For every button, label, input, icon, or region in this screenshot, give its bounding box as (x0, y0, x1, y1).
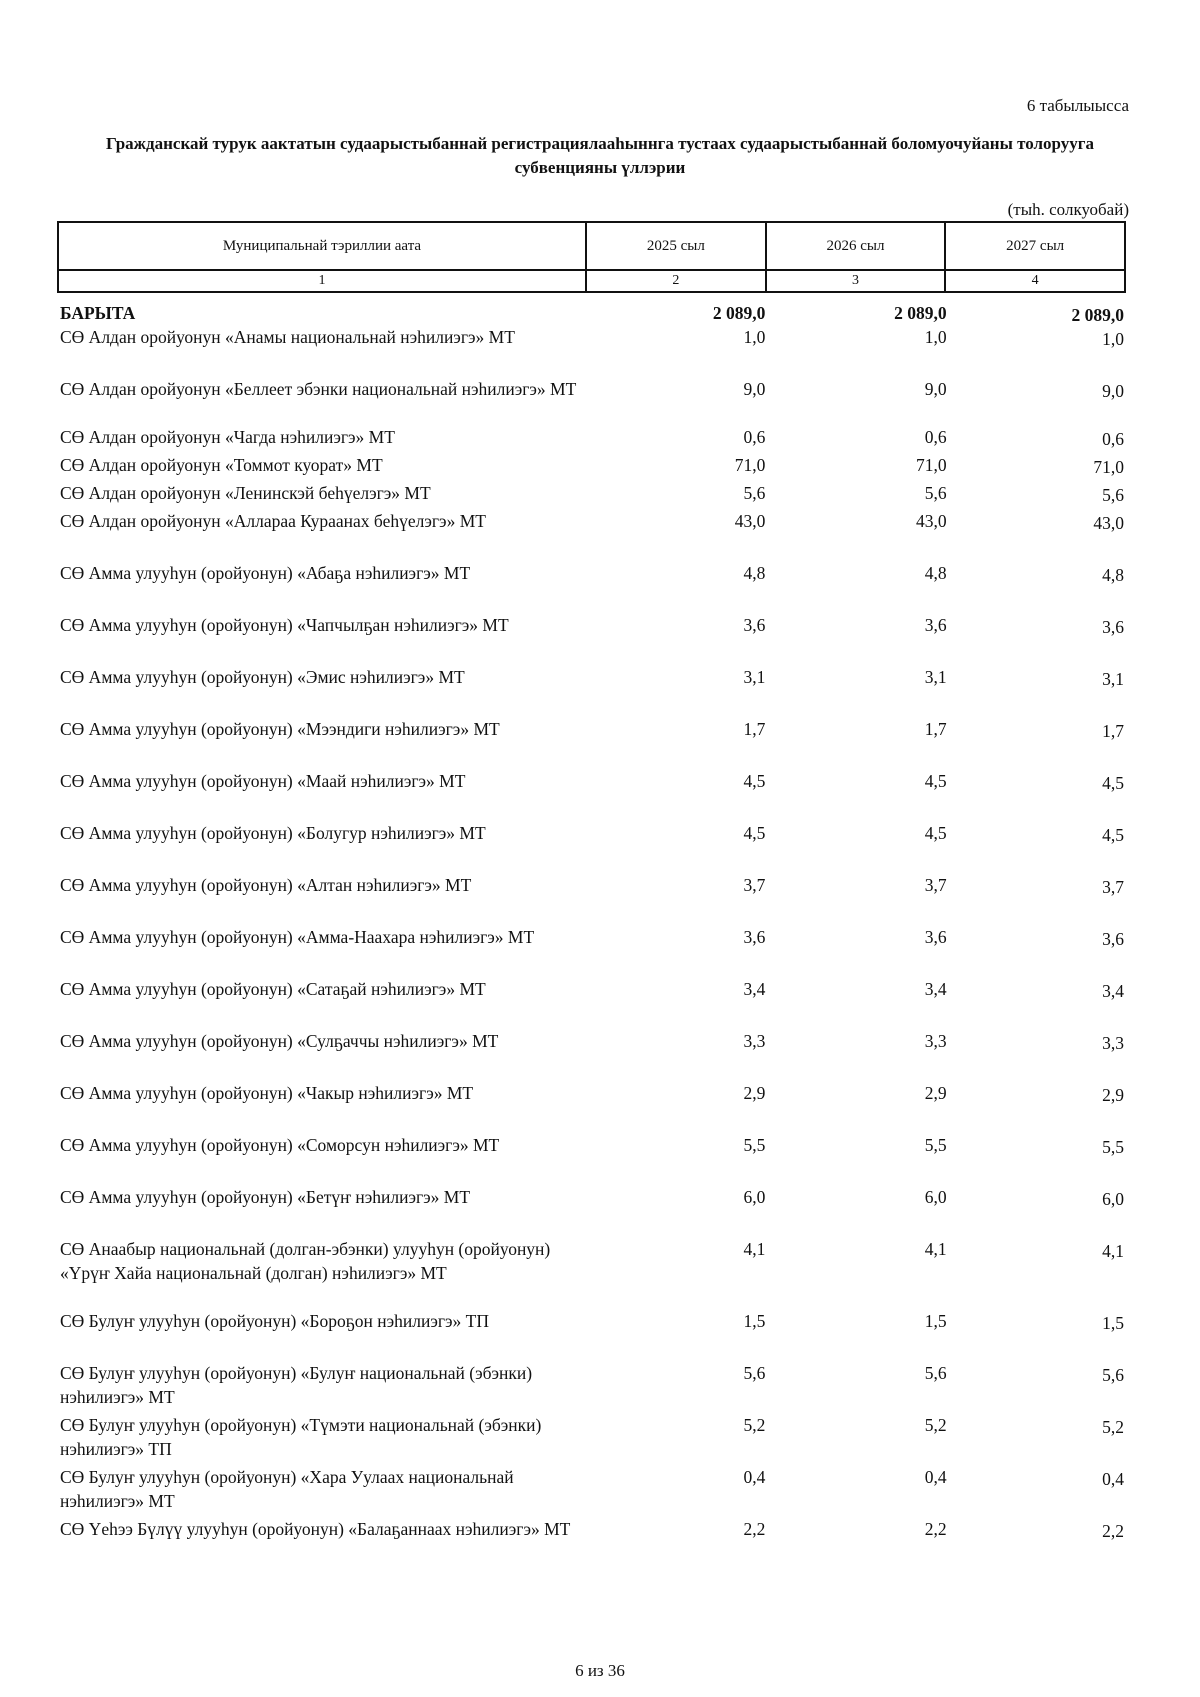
table-row (60, 821, 1126, 873)
header-num-3: 3 (766, 270, 946, 292)
row-2027: 0,6 (1102, 429, 1124, 449)
row-2026: 5,6 (924, 1363, 947, 1383)
row-2026: 2,2 (924, 1519, 947, 1539)
row-2025: 0,6 (743, 427, 766, 447)
table-row (60, 873, 1126, 925)
row-2025: 2,9 (743, 1083, 766, 1103)
row-2026: 1,5 (924, 1311, 947, 1331)
row-2026: 6,0 (924, 1187, 947, 1207)
row-2027: 4,5 (1102, 773, 1124, 793)
row-name: СӨ Алдан оройуонун «Ленинскэй беһүелэгэ» МТ (60, 483, 431, 503)
row-2025: 71,0 (734, 455, 766, 475)
row-2027: 71,0 (1093, 457, 1124, 477)
row-2025: 3,6 (743, 615, 766, 635)
row-2026: 5,5 (924, 1135, 947, 1155)
header-2027: 2027 сыл (945, 222, 1125, 270)
row-name: СӨ Амма улууһун (оройуонун) «Эмис нэһилиэгэ» МТ (60, 667, 465, 687)
row-name: СӨ Алдан оройуонун «Чагда нэһилиэгэ» МТ (60, 427, 395, 447)
table-row (60, 325, 1126, 377)
row-2027: 3,4 (1102, 981, 1124, 1001)
row-2026: 43,0 (916, 511, 947, 531)
table-row (60, 453, 1126, 481)
row-2027: 4,8 (1102, 565, 1124, 585)
row-name: СӨ Амма улууһун (оройуонун) «Алтан нэһилиэгэ» МТ (60, 875, 472, 895)
row-name: СӨ Амма улууһун (оройуонун) «Сулҕаччы нэһилиэгэ» МТ (60, 1031, 499, 1051)
row-2026: 4,5 (924, 823, 947, 843)
row-2026: 3,4 (924, 979, 947, 999)
header-2025: 2025 сыл (586, 222, 766, 270)
row-name: СӨ Амма улууһун (оройуонун) «Соморсун нэһилиэгэ» МТ (60, 1135, 500, 1155)
row-2026: 71,0 (916, 455, 947, 475)
table-row (60, 1309, 1126, 1361)
row-2026: 3,7 (924, 875, 947, 895)
row-2025: 5,2 (743, 1415, 766, 1435)
row-name: СӨ Үеһээ Бүлүү улууһун (оройуонун) «Балаҕаннаах нэһилиэгэ» МТ (60, 1519, 571, 1539)
total-label: БАРЫТА (60, 303, 136, 323)
row-2025: 4,8 (743, 563, 766, 583)
row-2025: 9,0 (743, 379, 766, 399)
row-2025: 6,0 (743, 1187, 766, 1207)
row-2027: 5,6 (1102, 485, 1124, 505)
row-2026: 5,6 (924, 483, 947, 503)
row-2027: 1,5 (1102, 1313, 1124, 1333)
row-name: СӨ Амма улууһун (оройуонун) «Бетүҥ нэһилиэгэ» МТ (60, 1187, 471, 1207)
row-2025: 5,5 (743, 1135, 766, 1155)
document-title: Гражданскай турук аактатын судаарыстыбаннай регистрациялааһыннга тустаах судаарыстыбаннай боломуочуйаны толорууга субвенцияны үллэрии (105, 134, 1094, 177)
table-row (60, 561, 1126, 613)
row-2026: 1,7 (924, 719, 947, 739)
table-row (60, 977, 1126, 1029)
row-2025: 43,0 (734, 511, 766, 531)
table-row (60, 1029, 1126, 1081)
row-name: СӨ Амма улууһун (оройуонун) «Сатаҕай нэһилиэгэ» МТ (60, 979, 486, 999)
appendix-label: 6 табылыысса (1026, 96, 1129, 115)
row-2025: 4,5 (743, 771, 766, 791)
row-name: СӨ Амма улууһун (оройуонун) «Болугур нэһилиэгэ» МТ (60, 823, 486, 843)
table-row (60, 1413, 1126, 1465)
row-name: СӨ Амма улууһун (оройуонун) «Чапчылҕан нэһилиэгэ» МТ (60, 615, 509, 635)
row-2025: 5,6 (743, 1363, 766, 1383)
table-row (60, 481, 1126, 509)
row-name: СӨ Амма улууһун (оройуонун) «Амма-Наахара нэһилиэгэ» МТ (60, 927, 535, 947)
row-name: СӨ Алдан оройуонун «Беллеет эбэнки национальнай нэһилиэгэ» МТ (60, 379, 577, 399)
header-2026: 2026 сыл (766, 222, 946, 270)
table-row (60, 1465, 1126, 1517)
header-num-2: 2 (586, 270, 766, 292)
total-2027: 2 089,0 (1071, 305, 1124, 325)
table-row (60, 425, 1126, 453)
row-name: СӨ Алдан оройуонун «Анамы национальнай нэһилиэгэ» МТ (60, 327, 515, 347)
table-header (57, 221, 1126, 293)
row-2026: 2,9 (924, 1083, 947, 1103)
row-2027: 5,2 (1102, 1417, 1124, 1437)
row-2027: 1,0 (1102, 329, 1124, 349)
row-2027: 3,7 (1102, 877, 1124, 897)
row-2025: 3,6 (743, 927, 766, 947)
row-2025: 3,4 (743, 979, 766, 999)
row-name: СӨ Булуҥ улууһун (оройуонун) «Түмэти национальнай (эбэнки) нэһилиэгэ» ТП (60, 1415, 542, 1459)
table-row (60, 1133, 1126, 1185)
row-2026: 9,0 (924, 379, 947, 399)
table-row (60, 1237, 1126, 1309)
row-2027: 9,0 (1102, 381, 1124, 401)
table-row (60, 1081, 1126, 1133)
row-2026: 0,6 (924, 427, 947, 447)
page-number: 6 из 36 (575, 1661, 625, 1680)
row-2027: 5,5 (1102, 1137, 1124, 1157)
row-2027: 2,2 (1102, 1521, 1124, 1541)
row-2027: 1,7 (1102, 721, 1124, 741)
row-2026: 4,5 (924, 771, 947, 791)
table-row (60, 509, 1126, 561)
row-2026: 0,4 (924, 1467, 947, 1487)
row-2027: 3,1 (1102, 669, 1124, 689)
row-2027: 3,3 (1102, 1033, 1124, 1053)
row-2027: 5,6 (1102, 1365, 1124, 1385)
row-2025: 3,3 (743, 1031, 766, 1051)
row-name: СӨ Булуҥ улууһун (оройуонун) «Булуҥ национальнай (эбэнки) нэһилиэгэ» МТ (60, 1363, 533, 1407)
row-name: СӨ Булуҥ улууһун (оройуонун) «Хара Уулаах национальнай нэһилиэгэ» МТ (60, 1467, 514, 1511)
row-2027: 6,0 (1102, 1189, 1124, 1209)
header-num-4: 4 (945, 270, 1125, 292)
row-name: СӨ Амма улууһун (оройуонун) «Абаҕа нэһилиэгэ» МТ (60, 563, 471, 583)
row-2027: 4,1 (1102, 1241, 1124, 1261)
header-municipality: Муниципальнай тэриллии аата (58, 222, 586, 270)
header-num-1: 1 (58, 270, 586, 292)
total-row (60, 301, 1126, 325)
row-2025: 2,2 (743, 1519, 766, 1539)
total-2026: 2 089,0 (894, 303, 947, 323)
row-2025: 4,1 (743, 1239, 766, 1259)
table-body (60, 301, 1126, 1569)
row-name: СӨ Булуҥ улууһун (оройуонун) «Бороҕон нэһилиэгэ» ТП (60, 1311, 489, 1331)
row-2025: 1,7 (743, 719, 766, 739)
row-2025: 3,7 (743, 875, 766, 895)
table-row (60, 377, 1126, 425)
row-2026: 3,3 (924, 1031, 947, 1051)
row-2025: 5,6 (743, 483, 766, 503)
unit-label: (тыһ. солкуобай) (1007, 200, 1129, 219)
row-2026: 3,1 (924, 667, 947, 687)
row-2026: 4,8 (924, 563, 947, 583)
row-2027: 4,5 (1102, 825, 1124, 845)
row-2025: 3,1 (743, 667, 766, 687)
table-row (60, 613, 1126, 665)
row-2027: 43,0 (1093, 513, 1124, 533)
row-2026: 1,0 (924, 327, 947, 347)
row-name: СӨ Амма улууһун (оройуонун) «Чакыр нэһилиэгэ» МТ (60, 1083, 474, 1103)
table-row (60, 769, 1126, 821)
row-2027: 0,4 (1102, 1469, 1124, 1489)
row-2027: 3,6 (1102, 929, 1124, 949)
row-2025: 0,4 (743, 1467, 766, 1487)
total-2025: 2 089,0 (712, 303, 766, 323)
table-row (60, 1517, 1126, 1569)
row-2026: 4,1 (924, 1239, 947, 1259)
row-2026: 3,6 (924, 615, 947, 635)
row-name: СӨ Амма улууһун (оройуонун) «Мээндиги нэһилиэгэ» МТ (60, 719, 500, 739)
row-2026: 3,6 (924, 927, 947, 947)
row-name: СӨ Анаабыр национальнай (долган-эбэнки) улууһун (оройуонун) «Үрүҥ Хайа национальнай (долган) нэһилиэгэ» МТ (60, 1239, 551, 1283)
row-2025: 1,5 (743, 1311, 766, 1331)
table-row (60, 925, 1126, 977)
table-row (60, 717, 1126, 769)
table-row (60, 665, 1126, 717)
row-2025: 1,0 (743, 327, 766, 347)
row-2027: 3,6 (1102, 617, 1124, 637)
row-name: СӨ Алдан оройуонун «Аллараа Кураанах беһүелэгэ» МТ (60, 511, 486, 531)
row-name: СӨ Амма улууһун (оройуонун) «Маай нэһилиэгэ» МТ (60, 771, 466, 791)
table-row (60, 1361, 1126, 1413)
row-2026: 5,2 (924, 1415, 947, 1435)
table-row (60, 1185, 1126, 1237)
row-name: СӨ Алдан оройуонун «Томмот куорат» МТ (60, 455, 383, 475)
row-2025: 4,5 (743, 823, 766, 843)
row-2027: 2,9 (1102, 1085, 1124, 1105)
